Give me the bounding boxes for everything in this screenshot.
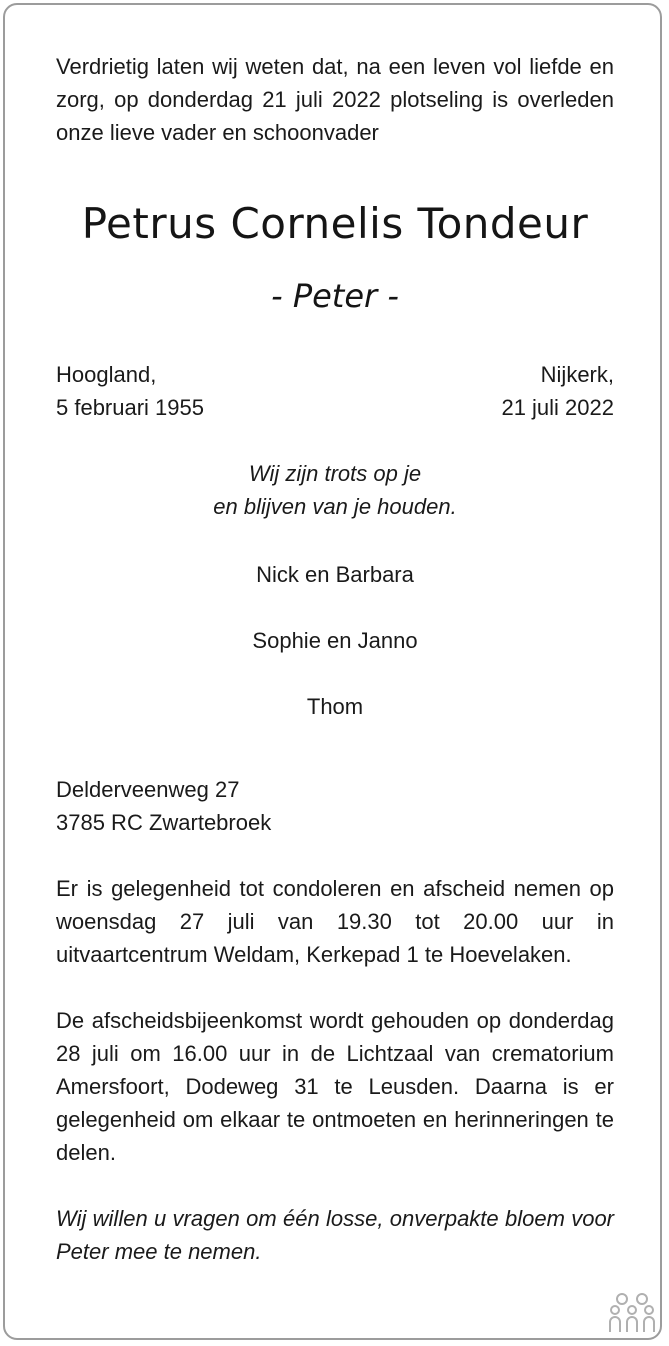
- family-member: Sophie en Janno: [252, 628, 418, 653]
- family-member: Nick en Barbara: [256, 562, 414, 587]
- address-city: 3785 RC Zwartebroek: [56, 810, 272, 835]
- people-group-icon: [607, 1290, 657, 1334]
- death-info: [501, 358, 614, 424]
- birth-place: Hoogland,: [56, 362, 157, 387]
- family-member: Thom: [306, 694, 364, 719]
- poem-line: en blijven van je houden.: [213, 494, 457, 519]
- family-list: [56, 558, 614, 723]
- birth-date: 5 februari 1955: [56, 395, 204, 420]
- deceased-name: Petrus Cornelis Tondeur: [81, 199, 589, 248]
- announcement-content: [56, 50, 614, 1268]
- life-dates: [56, 358, 614, 424]
- poem: [56, 457, 614, 523]
- death-date: 21 juli 2022: [501, 395, 614, 420]
- address: [56, 773, 614, 839]
- birth-info: [56, 358, 204, 424]
- address-street: Delderveenweg 27: [56, 777, 240, 802]
- death-place: Nijkerk,: [540, 362, 614, 387]
- ceremony-text: De afscheidsbijeenkomst wordt gehouden op donderdag 28 juli om 16.00 uur in de Lichtzaal van crematorium Amersfoort, Dodeweg 31 te Leusden. Daarna is er gelegenheid om elkaar te ontmoeten en herinneringen te delen.: [56, 1008, 614, 1165]
- intro-text: Verdrietig laten wij weten dat, na een leven vol liefde en zorg, op donderdag 21 juli 2022 plotseling is overleden onze lieve vader en schoonvader: [56, 54, 614, 145]
- condolence-text: Er is gelegenheid tot condoleren en afscheid nemen op woensdag 27 juli van 19.30 tot 20.00 uur in uitvaartcentrum Weldam, Kerkepad 1 te Hoevelaken.: [56, 876, 614, 967]
- closing-text: Wij willen u vragen om één losse, onverpakte bloem voor Peter mee te nemen.: [56, 1206, 614, 1264]
- deceased-nickname: - Peter -: [271, 277, 399, 315]
- poem-line: Wij zijn trots op je: [248, 461, 422, 486]
